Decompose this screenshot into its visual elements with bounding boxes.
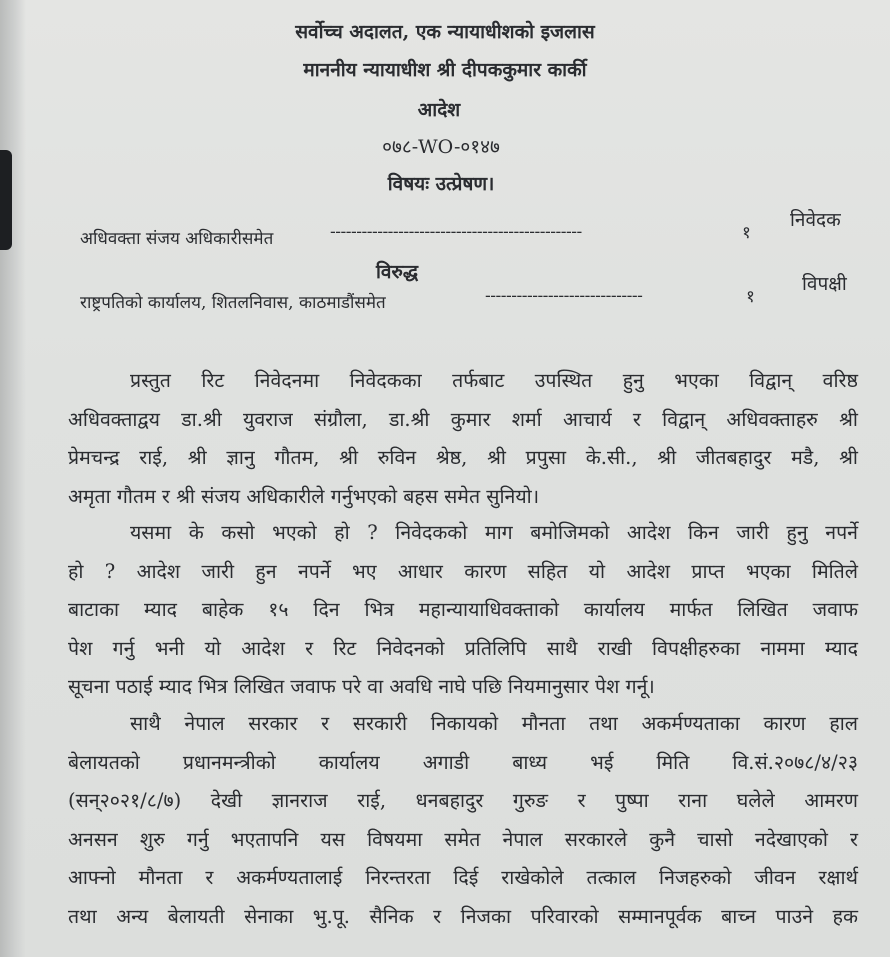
text-line: अधिवक्ताद्वय डा.श्री युवराज संग्रौला, डा.श्री कुमार शर्मा आचार्य र विद्वान् अधिवक्ताहरु श्री	[68, 407, 858, 431]
text-line: पेश गर्नु भनी यो आदेश र रिट निवेदनको प्रतिलिपि साथै राखी विपक्षीहरुका नाममा म्याद	[68, 636, 858, 660]
petitioner-count: १	[742, 223, 751, 243]
respondent-name: राष्ट्रपतिको कार्यालय, शितलनिवास, काठमाडौंसमेत	[80, 293, 386, 313]
subject-line: विषयः उत्प्रेषण।	[387, 173, 495, 195]
paragraph-hearing	[68, 362, 858, 516]
petitioner-dash-leader: ------------------------------------------------	[330, 222, 582, 242]
text-line: प्रस्तुत रिट निवेदनमा निवेदकका तर्फबाट उपस्थित हुनु भएका विद्वान् वरिष्ठ	[130, 369, 858, 392]
text-line: बेलायतको प्रधानमन्त्रीको कार्यालय अगाडी बाध्य भई मिति वि.सं.२०७८/४/२३	[68, 750, 858, 774]
court-heading: सर्वोच्च अदालत, एक न्यायाधीशको इजलास	[295, 21, 595, 43]
document-type: आदेश	[417, 99, 461, 121]
text-line: तथा अन्य बेलायती सेनाका भु.पू. सैनिक र निजका परिवारको सम्मानपूर्वक बाच्न पाउने हक	[68, 904, 858, 928]
text-line: (सन्२०२१/८/७) देखी ज्ञानराज राई, धनबहादुर गुरुङ र पुष्पा राना घलेले आमरण	[68, 789, 858, 812]
judge-name: माननीय न्यायाधीश श्री दीपककुमार कार्की	[303, 59, 587, 81]
paragraph-hunger-strike	[68, 705, 858, 936]
respondent-role: विपक्षी	[802, 273, 847, 295]
versus-label: विरुद्ध	[376, 261, 419, 283]
binding-clip	[0, 150, 12, 250]
petitioner-role: निवेदक	[790, 209, 841, 231]
respondent-dash-leader: ------------------------------	[485, 286, 643, 306]
case-number: ०७८-WO-०१४७	[382, 136, 500, 158]
text-line: साथै नेपाल सरकार र सरकारी निकायको मौनता तथा अकर्मण्यताका कारण हाल	[130, 712, 858, 735]
text-line: बाटाका म्याद बाहेक १५ दिन भित्र महान्यायाधिवक्ताको कार्यालय मार्फत लिखित जवाफ	[68, 598, 858, 621]
text-line: अमृता गौतम र श्री संजय अधिकारीले गर्नुभएको बहस समेत सुनियो।	[68, 484, 540, 508]
respondent-count: १	[746, 287, 755, 307]
text-line: हो ? आदेश जारी हुन नपर्ने भए आधार कारण सहित यो आदेश प्राप्त भएका मितिले	[68, 559, 858, 583]
text-line: अनसन शुरु गर्नु भएतापनि यस विषयमा समेत नेपाल सरकारले कुनै चासो नदेखाएको र	[68, 827, 858, 851]
text-line: यसमा के कसो भएको हो ? निवेदकको माग बमोजिमको आदेश किन जारी हुनु नपर्ने	[130, 521, 858, 544]
petitioner-name: अधिवक्ता संजय अधिकारीसमेत	[80, 229, 274, 249]
text-line: प्रेमचन्द्र राई, श्री ज्ञानु गौतम, श्री रुविन श्रेष्ठ, श्री प्रपुसा के.सी., श्री जीतबहादुर मडै, श्री	[68, 446, 858, 469]
text-line: आफ्नो मौनता र अकर्मण्यतालाई निरन्तरता दिई राखेकोले तत्काल निजहरुको जीवन रक्षार्थ	[68, 866, 858, 889]
paragraph-show-cause	[68, 514, 858, 707]
text-line: सूचना पठाई म्याद भित्र लिखित जवाफ परे वा अवधि नाघे पछि नियमानुसार पेश गर्नू।	[68, 675, 655, 698]
